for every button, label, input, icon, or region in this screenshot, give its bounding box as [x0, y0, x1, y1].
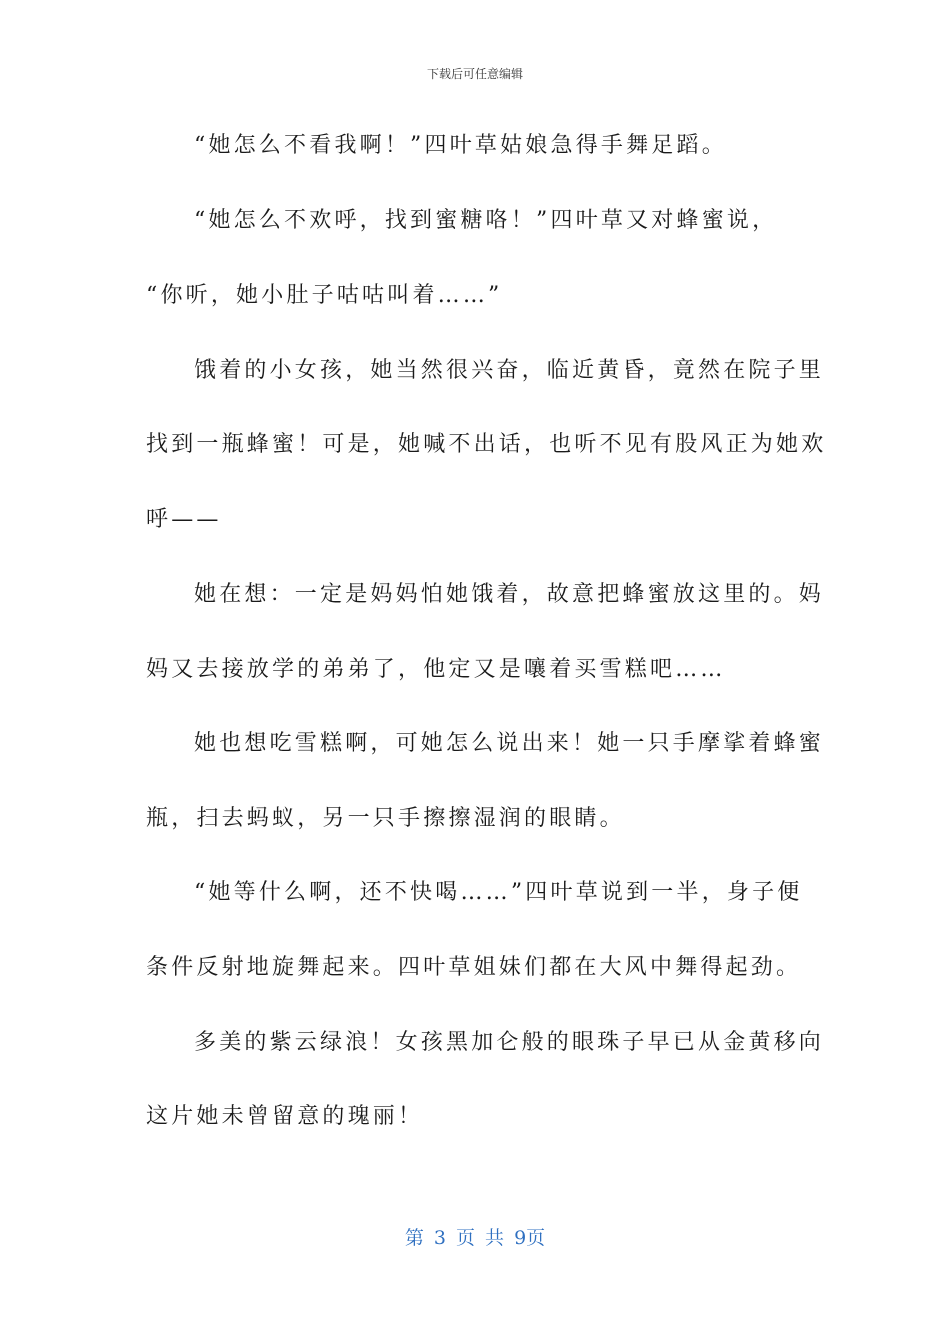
paragraph-line: 呼—— [146, 507, 222, 532]
page-header: 下载后可任意编辑 [426, 67, 523, 81]
paragraph-line: 瓶，扫去蚂蚁，另一只手擦擦湿润的眼睛。 [146, 806, 625, 831]
page-number-footer: 第 3 页 共 9页 [404, 1227, 546, 1249]
paragraph-line: “她怎么不欢呼，找到蜜糖咯！”四叶草又对蜂蜜说， [194, 208, 778, 233]
paragraph-line: 她也想吃雪糕啊，可她怎么说出来！她一只手摩挲着蜂蜜 [194, 731, 825, 756]
paragraph-line: “她等什么啊，还不快喝……”四叶草说到一半，身子便 [194, 880, 803, 905]
paragraph-line: 条件反射地旋舞起来。四叶草姐妹们都在大风中舞得起劲。 [146, 955, 802, 980]
paragraph-line: 她在想：一定是妈妈怕她饿着，故意把蜂蜜放这里的。妈 [194, 582, 825, 607]
paragraph-line: 多美的紫云绿浪！女孩黑加仑般的眼珠子早已从金黄移向 [194, 1030, 825, 1055]
paragraph-line: 找到一瓶蜂蜜！可是，她喊不出话，也听不见有股风正为她欢 [146, 432, 827, 457]
paragraph-line: 这片她未曾留意的瑰丽！ [146, 1104, 424, 1129]
paragraph-line: 饿着的小女孩，她当然很兴奋，临近黄昏，竟然在院子里 [194, 358, 825, 383]
paragraph-line: 妈又去接放学的弟弟了，他定又是嚷着买雪糕吧…… [146, 657, 726, 682]
paragraph-line: “她怎么不看我啊！”四叶草姑娘急得手舞足蹈。 [194, 133, 727, 158]
paragraph-line: “你听，她小肚子咕咕叫着……” [146, 283, 503, 308]
